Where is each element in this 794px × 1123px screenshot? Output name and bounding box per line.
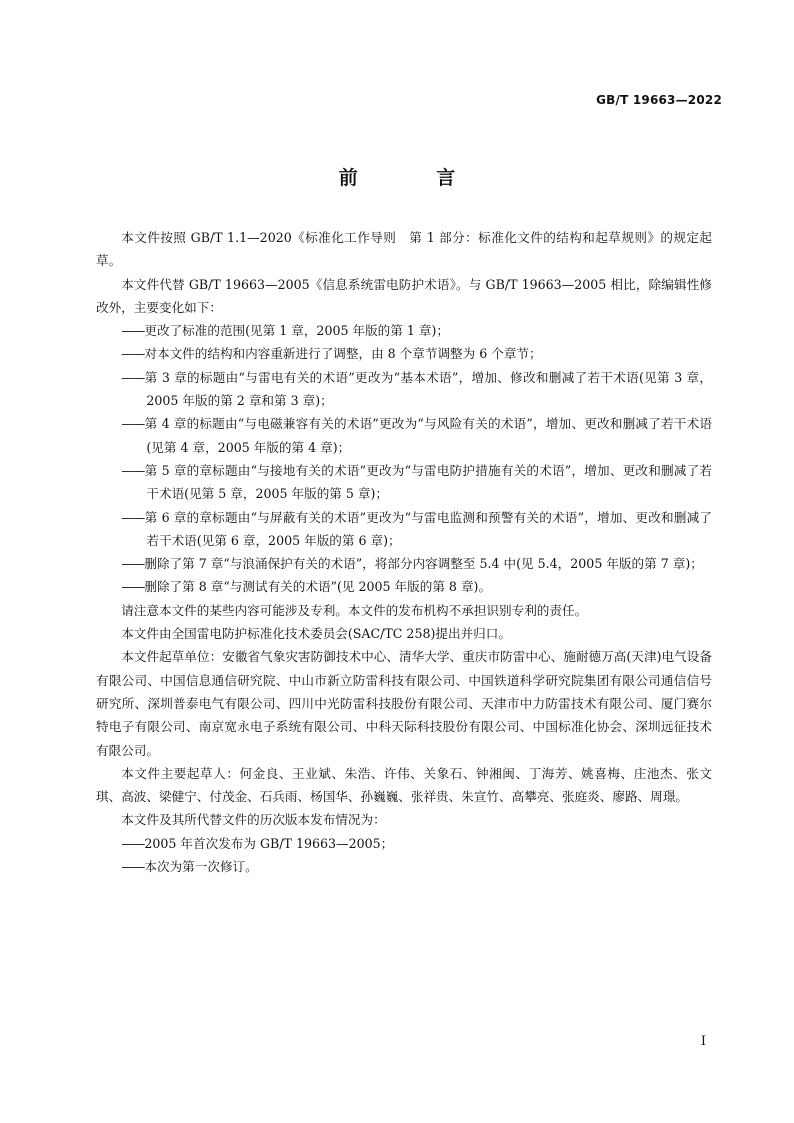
change-item-text: 删除了第 8 章“与测试有关的术语”(见 2005 年版的第 8 章)。 <box>144 579 492 595</box>
history-item <box>121 832 712 855</box>
page-number: I <box>700 1034 706 1049</box>
change-item <box>121 459 712 506</box>
history-item <box>121 855 712 878</box>
page-title: 前 言 <box>338 167 492 189</box>
paragraph-proposer: 本文件由全国雷电防护标准化技术委员会(SAC/TC 258)提出并归口。 <box>121 626 511 642</box>
change-item <box>121 552 712 575</box>
dash-mark: —— <box>121 556 145 572</box>
paragraph-replacement: 本文件代替 GB/T 19663—2005《信息系统雷电防护术语》。与 GB/T 19663—2005 相比，除编辑性修改外，主要变化如下： <box>96 276 712 315</box>
paragraph-patent-notice: 请注意本文件的某些内容可能涉及专利。本文件的发布机构不承担识别专利的责任。 <box>121 602 588 618</box>
standard-code: GB/T 19663—2022 <box>596 93 722 107</box>
paragraph-drafters: 本文件主要起草人：何金良、王业斌、朱浩、许伟、关象石、钟湘闽、丁海芳、姚喜梅、庄池杰、张文琪、高波、梁健宁、付茂金、石兵雨、杨国华、孙巍巍、张祥贵、朱宣竹、高攀亮、张庭炎、廖路、周璟。 <box>96 765 712 805</box>
document-body <box>96 226 712 878</box>
dash-mark: —— <box>121 509 145 525</box>
history-item-text: 2005 年首次发布为 GB/T 19663—2005； <box>144 835 394 851</box>
change-item-text: 更改了标准的范围(见第 1 章，2005 年版的第 1 章)； <box>144 323 449 339</box>
history-item-text: 本次为第一次修订。 <box>144 859 258 875</box>
dash-mark: —— <box>121 462 145 478</box>
change-item <box>121 366 712 413</box>
paragraph-drafting-units: 本文件起草单位：安徽省气象灾害防御技术中心、清华大学、重庆市防雷中心、施耐德万高(天津)电气设备有限公司、中国信息通信研究院、中山市新立防雷科技有限公司、中国铁道科学研究院集团有限公司通信信号研究所、深圳普泰电气有限公司、四川中光防雷科技股份有限公司、天津市中力防雷技术有限公司、厦门赛尔特电子有限公司、南京宽永电子系统有限公司、中科天际科技股份有限公司、中国标准化协会、深圳远征技术有限公司。 <box>96 649 712 758</box>
change-item-text: 第 3 章的标题由“与雷电有关的术语”更改为“基本术语”，增加、修改和删减了若干术语(见第 3 章，2005 年版的第 2 章和第 3 章)； <box>144 369 712 409</box>
dash-mark: —— <box>121 323 145 339</box>
change-item-text: 第 4 章的标题由“与电磁兼容有关的术语”更改为“与风险有关的术语”，增加、更改和删减了若干术语(见第 4 章，2005 年版的第 4 章)； <box>144 416 712 455</box>
paragraph-history: 本文件及其所代替文件的历次版本发布情况为： <box>121 812 386 828</box>
change-item <box>121 506 712 553</box>
paragraph-drafting-rules: 本文件按照 GB/T 1.1—2020《标准化工作导则 第 1 部分：标准化文件的结构和起草规则》的规定起草。 <box>96 230 712 269</box>
dash-mark: —— <box>121 346 145 362</box>
change-item-text: 对本文件的结构和内容重新进行了调整，由 8 个章节调整为 6 个章节； <box>144 346 542 362</box>
dash-mark: —— <box>121 835 145 851</box>
dash-mark: —— <box>121 859 145 875</box>
dash-mark: —— <box>121 579 145 595</box>
change-item <box>121 342 712 365</box>
dash-mark: —— <box>121 416 145 432</box>
change-item <box>121 412 712 459</box>
change-item <box>121 575 712 598</box>
change-item-text: 第 5 章的章标题由“与接地有关的术语”更改为“与雷电防护措施有关的术语”，增加、更改和删减了若干术语(见第 5 章，2005 年版的第 5 章)； <box>144 462 712 502</box>
change-item-text: 删除了第 7 章“与浪涌保护有关的术语”，将部分内容调整至 5.4 中(见 5.4，2005 年版的第 7 章)； <box>144 556 703 572</box>
dash-mark: —— <box>121 369 145 385</box>
change-item <box>121 319 712 342</box>
change-item-text: 第 6 章的章标题由“与屏蔽有关的术语”更改为“与雷电监测和预警有关的术语”，增加、更改和删减了若干术语(见第 6 章，2005 年版的第 6 章)； <box>144 509 712 548</box>
